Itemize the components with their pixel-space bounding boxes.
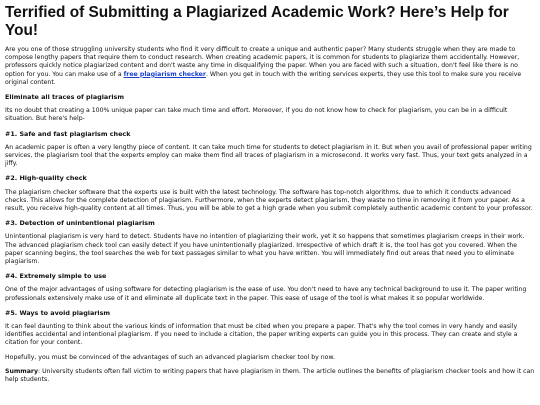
section-5-heading: #5. Ways to avoid plagiarism [5,308,111,317]
summary-label: Summary [5,367,39,375]
summary-paragraph [5,368,535,384]
intro-text-before: Are you one of those struggling university students who find it very difficult to create a unique and authentic paper? Many students struggle when they are made to compose lengthy papers that require them to conduct research. When creating academic papers, it is common for students to plagiarize them accidentally. However, professors quickly notice plagiarized content and don't waste any time in disqualifying the paper. When you are faced with such a situation, don't feel like there is no option for you. You can make use of a [5,46,520,78]
section-3-heading: #3. Detection of unintentional plagiarism [5,219,155,228]
section-2-body: The plagiarism checker software that the experts use is built with the latest technology. The software has top-notch algorithms, due to which it conducts advanced checks. This allows for the complete detection of plagiarism. Furthermore, when the experts detect plagiarism, they waste no time in removing it from your paper. As a result, you receive high-quality content at all times. Thus, you will be able to get a high grade when you submit completely authentic academic content to your professor. [5,188,533,213]
section-5-body: It can feel daunting to think about the various kinds of information that must be cited when you prepare a paper. That's why the tool comes in very handy and easily identifies accidental and intentional plagiarism. If you need to include a citation, the paper writing experts can guide you in this process. They can create and style a citation for your content. [5,323,518,347]
closing-paragraph: Hopefully, you must be convinced of the advantages of such an advanced plagiarism checker tool by now. [5,353,335,361]
article-title: Terrified of Submitting a Plagiarized Academic Work? Here’s Help for You! [5,4,509,39]
section-eliminate-heading: Eliminate all traces of plagiarism [5,93,125,102]
summary-text: : University students often fall victim to writing papers that have plagiarism in them. The article outlines the benefits of plagiarism checker tools and how it can help students. [5,367,535,384]
section-4-body: One of the major advantages of using software for detecting plagiarism is the ease of use. You don't need to have any technical background to use it. The paper writing professionals extensively make use of it and eliminate all duplicate text in the paper. This ease of usage of the tool is what makes it so popular worldwide. [5,286,527,302]
free-plagiarism-checker-link[interactable]: free plagiarism checker [123,70,206,78]
intro-text-after: . When you get in touch with the writing services experts, they use this tool to make sure you receive original content. [5,70,522,86]
section-4-heading: #4. Extremely simple to use [5,272,107,281]
section-eliminate-body: Its no doubt that creating a 100% unique paper can take much time and effort. Moreover, if you do not know how to check for plagiarism, you can be in a difficult situation. But here's help- [5,107,508,123]
section-1-heading: #1. Safe and fast plagiarism check [5,129,131,138]
intro-paragraph [5,46,535,87]
section-1-body: An academic paper is often a very lengthy piece of content. It can take much time for students to detect plagiarism in it. But when you avail of professional paper writing services, the plagiarism tool that the experts employ can make them find all traces of plagiarism in a microsecond. It works very fast. Thus, your text gets analyzed in a jiffy. [5,143,532,168]
section-2-heading: #2. High-quality check [5,174,87,183]
section-3-body: Unintentional plagiarism is very hard to detect. Students have no intention of plagiarizing their work, yet it so happens that sometimes plagiarism creeps in their work. The advanced plagiarism check tool can easily detect if you have unintentionally plagiarized. Irrespective of which draft it is, the tool has got you covered. When the paper scanning begins, the tool searches the web for text passages similar to what you have written. You will immediately find out areas that need you to eliminate plagiarism. [5,233,525,266]
